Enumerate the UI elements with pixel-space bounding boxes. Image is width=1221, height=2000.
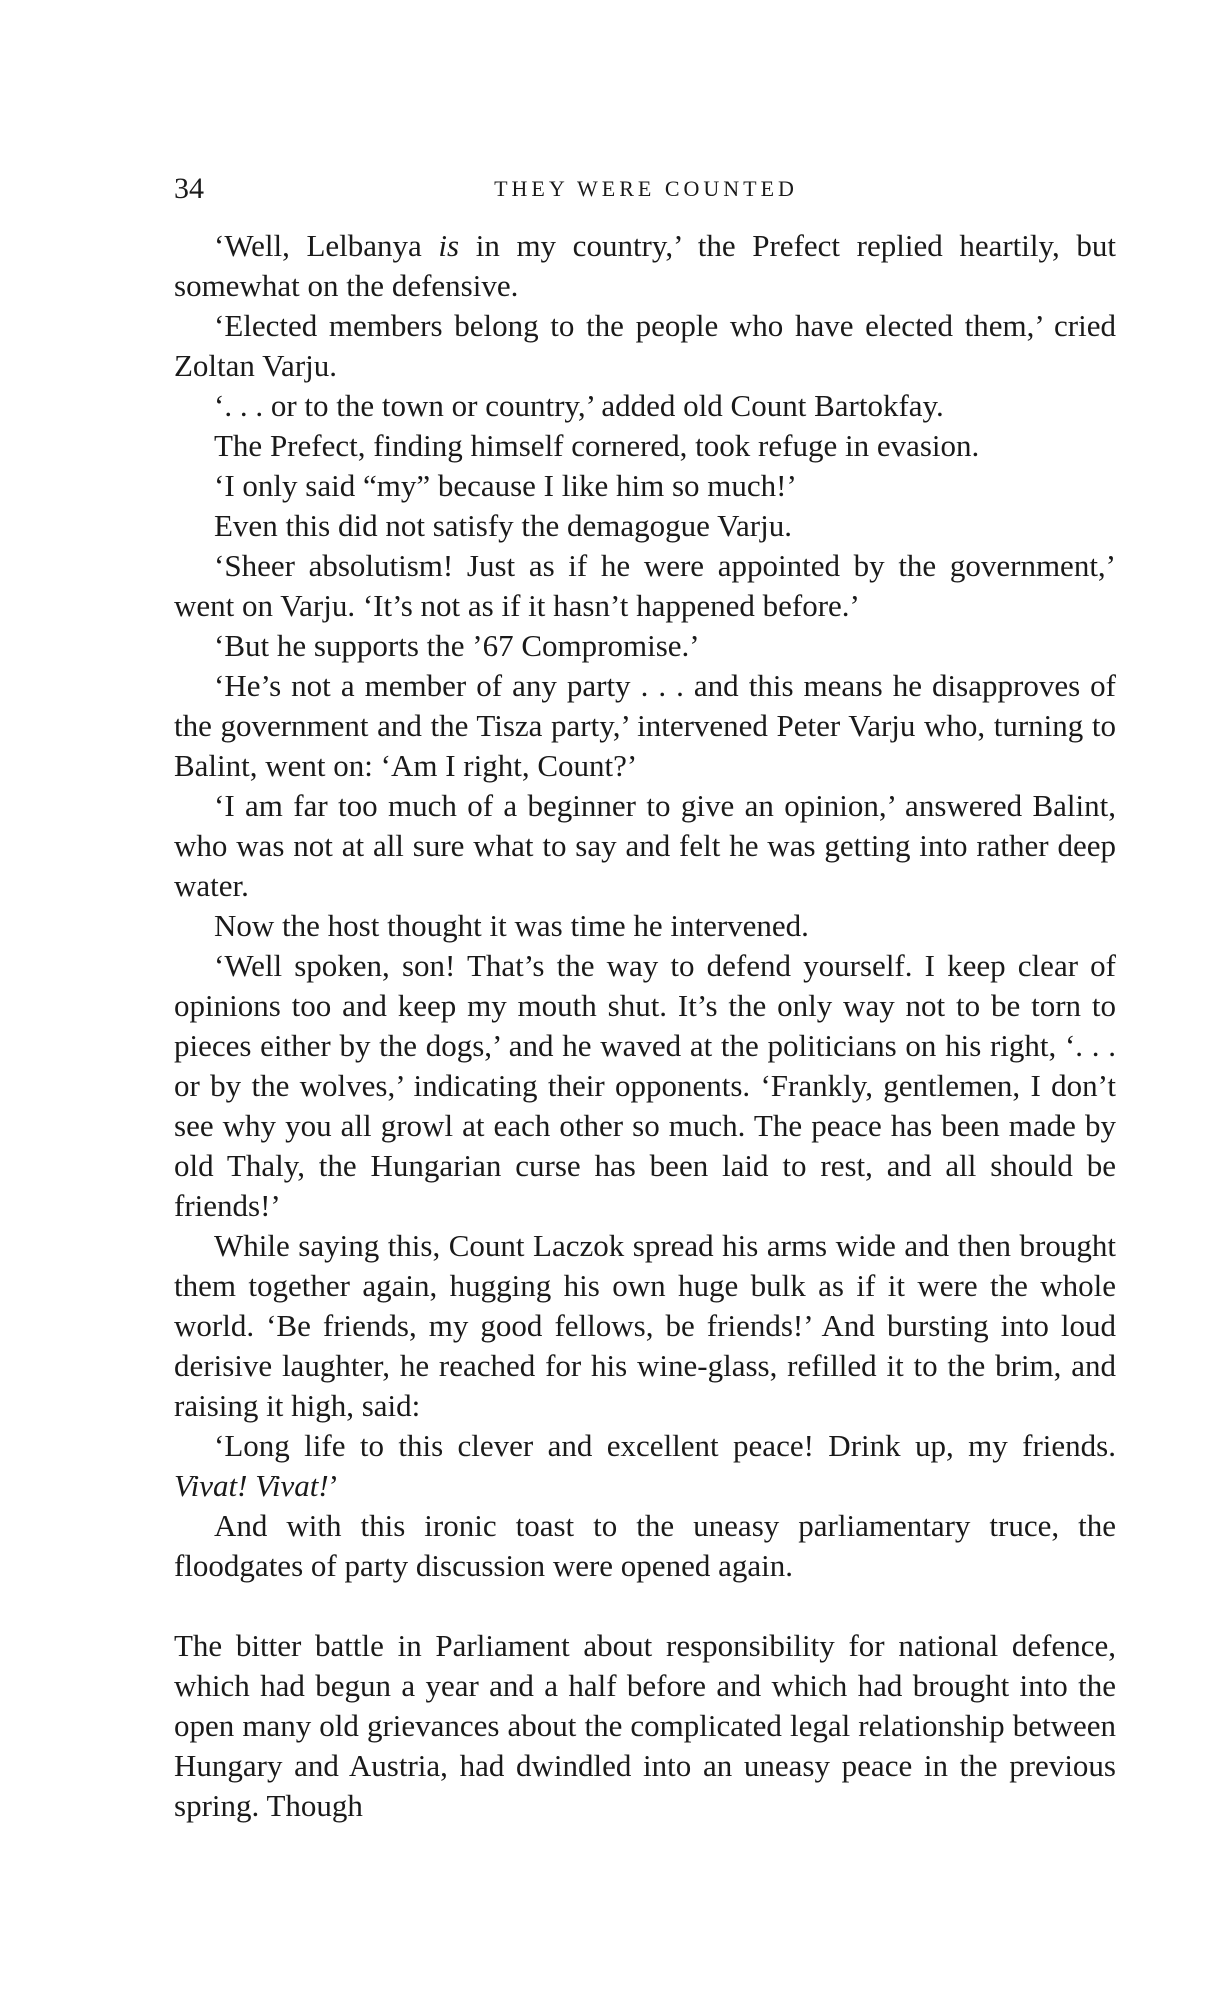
text-run: in my country,’ the Prefect replied heartily, but somewhat on the defensive. (174, 228, 1116, 303)
paragraph (174, 626, 1116, 666)
paragraph (174, 506, 1116, 546)
running-title: THEY WERE COUNTED (494, 176, 798, 201)
body-text (174, 226, 1116, 1826)
text-run: ‘I only said “my” because I like him so much!’ (214, 468, 797, 503)
section-break (174, 1586, 1116, 1626)
italic-run: is (438, 228, 460, 263)
text-run: Now the host thought it was time he intervened. (214, 908, 809, 943)
text-run: The Prefect, finding himself cornered, took refuge in evasion. (214, 428, 980, 463)
paragraph (174, 546, 1116, 626)
paragraph (174, 386, 1116, 426)
text-run: ‘He’s not a member of any party . . . and this means he disapproves of the government and the Tisza party,’ intervened Peter Varju who, turning to Balint, went on: ‘Am I right, Count?’ (174, 668, 1116, 783)
text-run: ‘Sheer absolutism! Just as if he were appointed by the government,’ went on Varju. ‘It’s not as if it hasn’t happened before.’ (174, 548, 1116, 623)
paragraph (174, 466, 1116, 506)
running-head (174, 168, 1118, 210)
paragraph (174, 906, 1116, 946)
text-run: ’ (328, 1468, 339, 1503)
paragraph (174, 946, 1116, 1226)
text-run: ‘Well, Lelbanya (214, 228, 439, 263)
text-run: ‘But he supports the ’67 Compromise.’ (214, 628, 700, 663)
paragraph (174, 1226, 1116, 1426)
paragraph (174, 786, 1116, 906)
paragraph (174, 226, 1116, 306)
text-run: ‘Long life to this clever and excellent peace! Drink up, my friends. (214, 1428, 1116, 1463)
page-number: 34 (174, 172, 204, 205)
paragraph (174, 306, 1116, 386)
text-run: While saying this, Count Laczok spread his arms wide and then brought them together again, hugging his own huge bulk as if it were the whole world. ‘Be friends, my good fellows, be friends!’ And bursting into loud derisive laughter, he reached for his wine-glass, refilled it to the brim, and raising it high, said: (174, 1228, 1116, 1423)
paragraph (174, 1426, 1116, 1506)
paragraph (174, 426, 1116, 466)
text-run: And with this ironic toast to the uneasy parliamentary truce, the floodgates of party discussion were opened again. (174, 1508, 1116, 1583)
text-run: Even this did not satisfy the demagogue Varju. (214, 508, 792, 543)
text-run: ‘. . . or to the town or country,’ added old Count Bartokfay. (214, 388, 944, 423)
italic-run: Vivat! Vivat! (174, 1468, 329, 1503)
text-run: ‘I am far too much of a beginner to give an opinion,’ answered Balint, who was not at all sure what to say and felt he was getting into rather deep water. (174, 788, 1116, 903)
text-run: ‘Elected members belong to the people who have elected them,’ cried Zoltan Varju. (174, 308, 1116, 383)
paragraph (174, 1506, 1116, 1586)
text-run: ‘Well spoken, son! That’s the way to defend yourself. I keep clear of opinions too and keep my mouth shut. It’s the only way not to be torn to pieces either by the dogs,’ and he waved at the politicians on his right, ‘. . . or by the wolves,’ indicating their opponents. ‘Frankly, gentlemen, I don’t see why you all growl at each other so much. The peace has been made by old Thaly, the Hungarian curse has been laid to rest, and all should be friends!’ (174, 948, 1116, 1223)
text-run: The bitter battle in Parliament about responsibility for national defence, which had begun a year and a half before and which had brought into the open many old grievances about the complicated legal relationship between Hungary and Austria, had dwindled into an uneasy peace in the previous spring. Though (174, 1628, 1116, 1823)
paragraph (174, 1626, 1116, 1826)
paragraph (174, 666, 1116, 786)
